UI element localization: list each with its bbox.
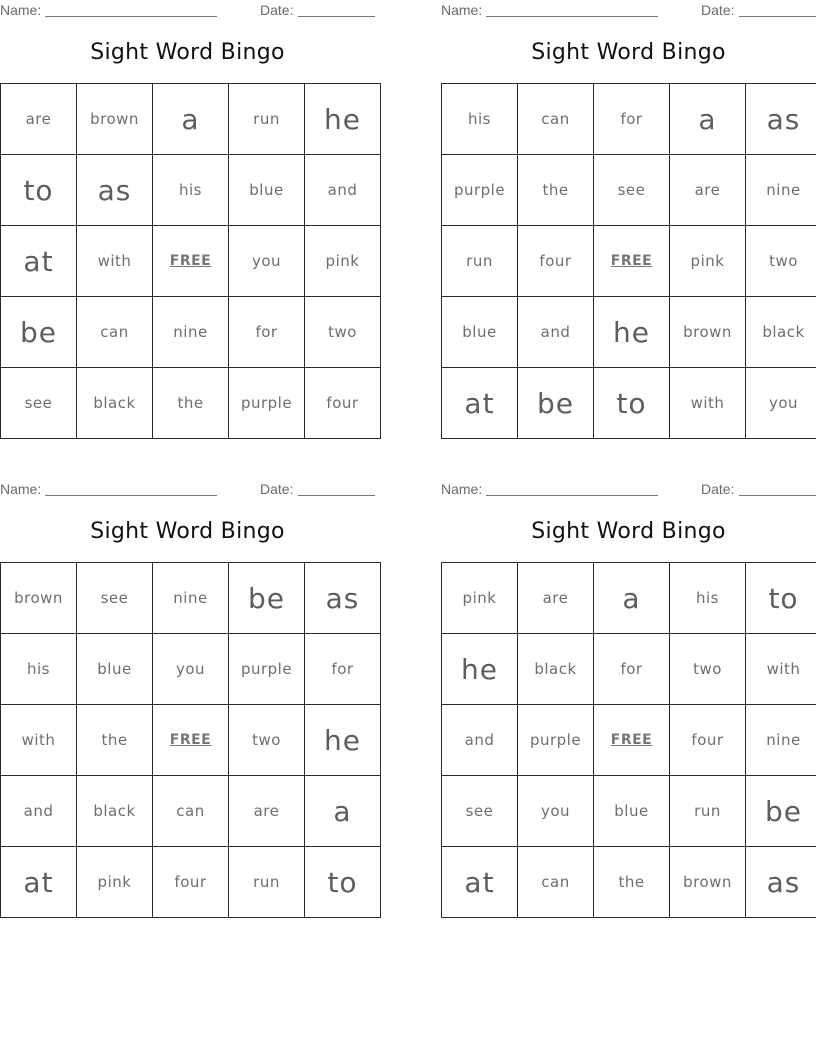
grid-cell: as <box>77 155 153 226</box>
grid-cell: nine <box>746 155 816 226</box>
grid-cell: the <box>594 847 670 918</box>
grid-cell: two <box>670 634 746 705</box>
grid-row <box>442 563 816 634</box>
grid-cell: brown <box>670 297 746 368</box>
grid-cell: a <box>305 776 381 847</box>
grid-cell: black <box>746 297 816 368</box>
grid-cell: four <box>153 847 229 918</box>
grid-cell: you <box>153 634 229 705</box>
grid-cell: are <box>229 776 305 847</box>
grid-cell: as <box>305 563 381 634</box>
grid-cell: to <box>746 563 816 634</box>
date-label: Date: <box>260 481 294 497</box>
grid-cell: the <box>77 705 153 776</box>
name-label: Name: <box>0 2 42 18</box>
grid-cell: run <box>229 847 305 918</box>
name-label: Name: <box>441 481 483 497</box>
grid-cell: you <box>229 226 305 297</box>
name-label: Name: <box>0 481 42 497</box>
grid-cell: can <box>153 776 229 847</box>
grid-cell: see <box>442 776 518 847</box>
free-space: FREE <box>594 226 670 297</box>
grid-cell: be <box>229 563 305 634</box>
grid-cell: the <box>518 155 594 226</box>
card-header <box>441 481 816 499</box>
grid-cell: purple <box>229 634 305 705</box>
grid-cell: at <box>442 847 518 918</box>
grid-cell: purple <box>442 155 518 226</box>
name-field <box>486 16 658 17</box>
bingo-grid <box>0 562 381 918</box>
grid-cell: black <box>77 776 153 847</box>
grid-cell: are <box>1 84 77 155</box>
date-field <box>298 495 375 496</box>
grid-cell: a <box>153 84 229 155</box>
grid-cell: for <box>594 634 670 705</box>
name-field <box>45 495 217 496</box>
grid-cell: at <box>1 847 77 918</box>
grid-cell: four <box>305 368 381 439</box>
grid-cell: can <box>518 847 594 918</box>
grid-cell: as <box>746 847 816 918</box>
free-space: FREE <box>594 705 670 776</box>
grid-cell: two <box>746 226 816 297</box>
grid-cell: black <box>518 634 594 705</box>
grid-cell: for <box>229 297 305 368</box>
grid-cell: to <box>594 368 670 439</box>
grid-cell: blue <box>442 297 518 368</box>
grid-row <box>442 634 816 705</box>
grid-cell: blue <box>229 155 305 226</box>
grid-cell: see <box>77 563 153 634</box>
grid-cell: his <box>153 155 229 226</box>
grid-row <box>442 155 816 226</box>
grid-cell: blue <box>594 776 670 847</box>
grid-cell: the <box>153 368 229 439</box>
grid-row <box>442 297 816 368</box>
grid-cell: pink <box>670 226 746 297</box>
grid-row <box>1 563 381 634</box>
grid-cell: at <box>1 226 77 297</box>
date-field <box>298 16 375 17</box>
card-header <box>0 2 375 20</box>
grid-row <box>1 297 381 368</box>
date-field <box>739 16 816 17</box>
grid-cell: he <box>442 634 518 705</box>
grid-cell: and <box>1 776 77 847</box>
grid-cell: be <box>746 776 816 847</box>
grid-cell: he <box>305 705 381 776</box>
grid-cell: run <box>229 84 305 155</box>
grid-cell: brown <box>1 563 77 634</box>
grid-cell: see <box>1 368 77 439</box>
grid-cell: nine <box>746 705 816 776</box>
card-title: Sight Word Bingo <box>531 40 726 65</box>
card-header <box>0 481 375 499</box>
grid-cell: a <box>594 563 670 634</box>
grid-cell: run <box>442 226 518 297</box>
card-header <box>441 2 816 20</box>
grid-cell: be <box>1 297 77 368</box>
name-field <box>486 495 658 496</box>
bingo-grid <box>441 83 816 439</box>
grid-cell: four <box>670 705 746 776</box>
bingo-grid <box>0 83 381 439</box>
grid-cell: four <box>518 226 594 297</box>
grid-row <box>442 226 816 297</box>
grid-row <box>442 847 816 918</box>
date-field <box>739 495 816 496</box>
grid-cell: blue <box>77 634 153 705</box>
grid-cell: and <box>305 155 381 226</box>
grid-cell: with <box>1 705 77 776</box>
grid-cell: to <box>1 155 77 226</box>
grid-cell: with <box>746 634 816 705</box>
grid-row <box>442 84 816 155</box>
grid-cell: be <box>518 368 594 439</box>
grid-cell: two <box>229 705 305 776</box>
grid-cell: can <box>518 84 594 155</box>
grid-cell: his <box>442 84 518 155</box>
bingo-card-2 <box>441 0 816 434</box>
free-space: FREE <box>153 705 229 776</box>
grid-row <box>442 368 816 439</box>
grid-cell: his <box>1 634 77 705</box>
grid-row <box>1 84 381 155</box>
grid-row <box>442 776 816 847</box>
grid-cell: see <box>594 155 670 226</box>
grid-cell: and <box>518 297 594 368</box>
grid-cell: are <box>518 563 594 634</box>
grid-row <box>1 705 381 776</box>
grid-cell: two <box>305 297 381 368</box>
date-label: Date: <box>701 481 735 497</box>
bingo-card-4 <box>441 479 816 913</box>
bingo-grid <box>441 562 816 918</box>
grid-cell: with <box>670 368 746 439</box>
grid-cell: at <box>442 368 518 439</box>
grid-cell: for <box>305 634 381 705</box>
bingo-card-1 <box>0 0 375 434</box>
grid-cell: are <box>670 155 746 226</box>
grid-cell: black <box>77 368 153 439</box>
grid-cell: to <box>305 847 381 918</box>
grid-cell: purple <box>518 705 594 776</box>
grid-cell: pink <box>305 226 381 297</box>
grid-cell: as <box>746 84 816 155</box>
grid-row <box>1 634 381 705</box>
grid-cell: purple <box>229 368 305 439</box>
grid-cell: for <box>594 84 670 155</box>
grid-cell: he <box>594 297 670 368</box>
grid-cell: pink <box>77 847 153 918</box>
grid-cell: nine <box>153 297 229 368</box>
card-title: Sight Word Bingo <box>90 519 285 544</box>
grid-row <box>1 776 381 847</box>
free-space: FREE <box>153 226 229 297</box>
grid-cell: brown <box>77 84 153 155</box>
grid-cell: brown <box>670 847 746 918</box>
grid-row <box>1 847 381 918</box>
grid-row <box>442 705 816 776</box>
grid-row <box>1 368 381 439</box>
grid-row <box>1 226 381 297</box>
card-title: Sight Word Bingo <box>531 519 726 544</box>
bingo-card-3 <box>0 479 375 913</box>
date-label: Date: <box>260 2 294 18</box>
card-title: Sight Word Bingo <box>90 40 285 65</box>
grid-cell: he <box>305 84 381 155</box>
grid-cell: you <box>746 368 816 439</box>
date-label: Date: <box>701 2 735 18</box>
grid-cell: his <box>670 563 746 634</box>
grid-cell: run <box>670 776 746 847</box>
grid-cell: and <box>442 705 518 776</box>
name-field <box>45 16 217 17</box>
name-label: Name: <box>441 2 483 18</box>
grid-row <box>1 155 381 226</box>
grid-cell: a <box>670 84 746 155</box>
grid-cell: with <box>77 226 153 297</box>
grid-cell: you <box>518 776 594 847</box>
grid-cell: nine <box>153 563 229 634</box>
grid-cell: can <box>77 297 153 368</box>
grid-cell: pink <box>442 563 518 634</box>
